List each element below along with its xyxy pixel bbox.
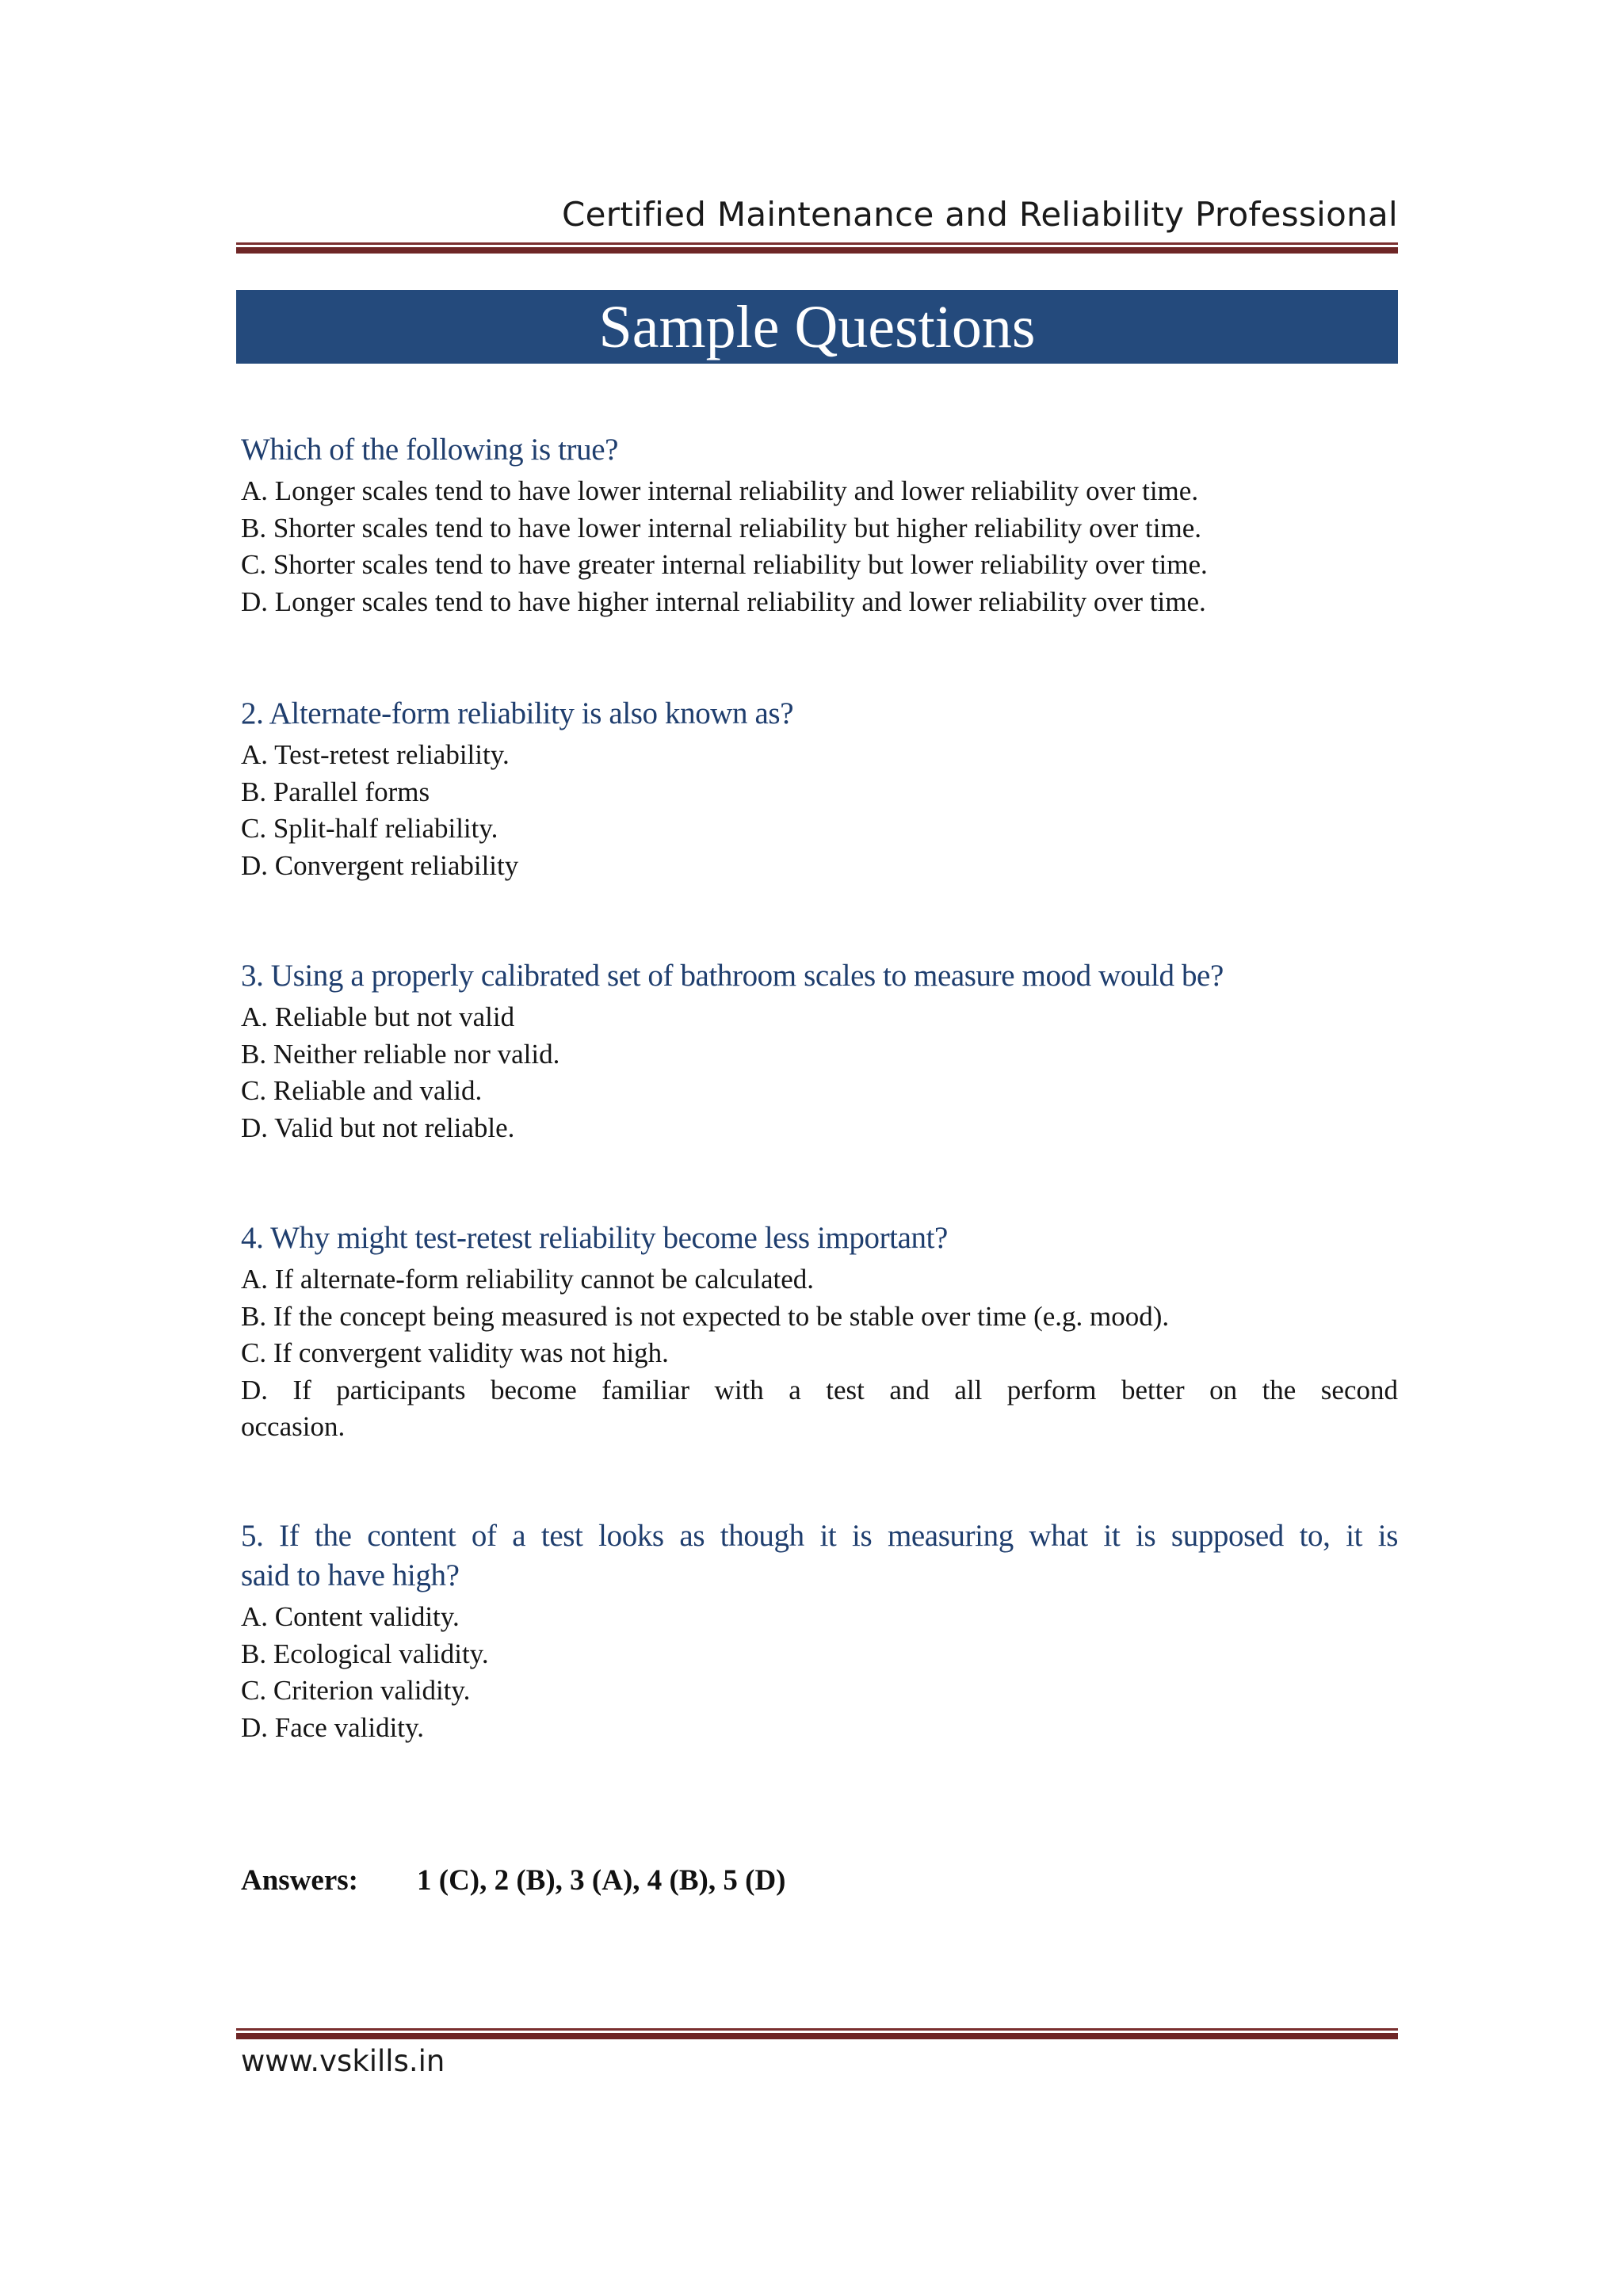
- option-b: B. If the concept being measured is not expected to be stable over time (e.g. mood).: [241, 1300, 1170, 1332]
- option-d: D. If participants become familiar with a test and all perform better on the second: [241, 1374, 1398, 1405]
- question-title: Which of the following is true?: [241, 433, 619, 467]
- header-rule: [236, 242, 1398, 254]
- option-b: B. Ecological validity.: [241, 1638, 489, 1669]
- question-title: 4. Why might test-retest reliability become less important?: [241, 1221, 948, 1255]
- option-d: D. Face validity.: [241, 1711, 425, 1743]
- question-5: [241, 1516, 1398, 1746]
- option-c: C. Split-half reliability.: [241, 813, 498, 844]
- question-title: 2. Alternate-form reliability is also known as?: [241, 696, 794, 730]
- question-4: [241, 1219, 1398, 1446]
- option-c: C. Shorter scales tend to have greater internal reliability but lower reliability over time.: [241, 549, 1208, 580]
- option-a: A. If alternate-form reliability cannot be calculated.: [241, 1264, 814, 1295]
- footer-url: www.vskills.in: [241, 2044, 445, 2078]
- question-1: [241, 430, 1398, 620]
- option-a: A. Longer scales tend to have lower internal reliability and lower reliability over time.: [241, 475, 1199, 506]
- header-title: Certified Maintenance and Reliability Professional: [561, 195, 1398, 234]
- banner-title: Sample Questions: [598, 293, 1036, 360]
- option-a: A. Test-retest reliability.: [241, 739, 510, 770]
- question-3: [241, 956, 1398, 1146]
- option-d: D. Valid but not reliable.: [241, 1112, 515, 1143]
- option-a: A. Content validity.: [241, 1601, 460, 1632]
- answer-key-label: Answers:: [241, 1864, 358, 1897]
- question-2: [241, 694, 1398, 884]
- answer-key-values: 1 (C), 2 (B), 3 (A), 4 (B), 5 (D): [417, 1864, 786, 1897]
- option-b: B. Shorter scales tend to have lower internal reliability but higher reliability over time.: [241, 512, 1202, 543]
- question-title: 3. Using a properly calibrated set of bathroom scales to measure mood would be?: [241, 959, 1224, 993]
- option-a: A. Reliable but not valid: [241, 1001, 515, 1032]
- question-title-line-2: said to have high?: [241, 1558, 460, 1592]
- option-c: C. Criterion validity.: [241, 1675, 471, 1706]
- option-b: B. Parallel forms: [241, 776, 430, 807]
- option-b: B. Neither reliable nor valid.: [241, 1038, 560, 1070]
- document-page: [236, 0, 1398, 2296]
- option-d-continuation: occasion.: [241, 1411, 346, 1442]
- option-d: D. Convergent reliability: [241, 849, 519, 881]
- question-title-line-1: 5. If the content of a test looks as though it is measuring what it is supposed to, it is: [241, 1519, 1398, 1553]
- section-banner: [236, 290, 1398, 364]
- option-d: D. Longer scales tend to have higher internal reliability and lower reliability over time.: [241, 585, 1206, 617]
- footer-rule: [236, 2028, 1398, 2039]
- option-c: C. If convergent validity was not high.: [241, 1337, 669, 1368]
- option-c: C. Reliable and valid.: [241, 1075, 483, 1106]
- answer-key: [241, 1863, 785, 1897]
